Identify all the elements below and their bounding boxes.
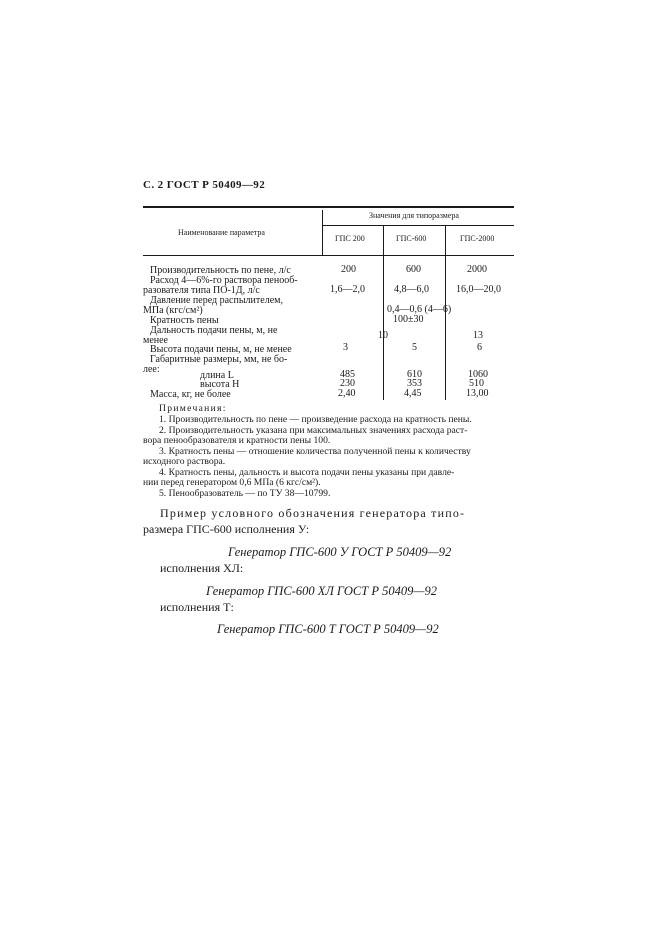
cell-shared-value: 0,4—0,6 (4—6) <box>387 304 452 315</box>
cell-gps-2000: 6 <box>477 342 482 353</box>
row-label: Производительность по пене, л/с <box>150 265 291 276</box>
designation-t: Генератор ГПС-600 Т ГОСТ Р 50409—92 <box>217 622 439 636</box>
row-label-continued: разователя типа ПО-1Д, л/с <box>143 285 260 296</box>
values-column-header: Значения для типоразмера <box>369 211 459 220</box>
cell-gps-600: 600 <box>406 264 421 275</box>
cell-gps-200: 3 <box>343 342 348 353</box>
param-column-header: Наименование параметра <box>178 228 265 237</box>
designation-u: Генератор ГПС-600 У ГОСТ Р 50409—92 <box>228 545 452 559</box>
example-intro-continued: размера ГПС-600 исполнения У: <box>143 522 310 536</box>
note-1: 1. Производительность по пене — произведение расхода на кратность пены. <box>159 414 472 425</box>
table-top-rule <box>143 206 514 208</box>
notes-title: Примечания: <box>159 403 227 414</box>
note-4-continued: нии перед генератором 0,6 МПа (6 кгс/см²). <box>143 477 321 488</box>
cell-gps-200: 1,6—2,0 <box>330 284 365 295</box>
table-header-bottom-rule <box>143 255 514 256</box>
cell-gps-200: 200 <box>341 264 356 275</box>
row-label: Масса, кг, не более <box>150 389 231 400</box>
note-2-continued: вора пенообразователя и кратности пены 100. <box>143 435 331 446</box>
cell-gps-2000: 2000 <box>467 264 487 275</box>
row-label: высота H <box>200 379 240 390</box>
row-label: длина L <box>200 370 234 381</box>
row-label: Высота подачи пены, м, не менее <box>150 344 292 355</box>
cell-gps-200: 485 <box>340 369 355 380</box>
cell-gps-200: 2,40 <box>338 388 356 399</box>
designation-hl: Генератор ГПС-600 ХЛ ГОСТ Р 50409—92 <box>206 584 437 598</box>
row-label: Дальность подачи пены, м, не <box>150 325 278 336</box>
cell-gps-600: 610 <box>407 369 422 380</box>
column-header-gps-600: ГПС-600 <box>396 234 427 243</box>
cell-gps-2000: 510 <box>469 378 484 389</box>
note-5: 5. Пенообразователь — по ТУ 38—10799. <box>159 488 331 499</box>
cell-gps-2000: 13 <box>473 330 483 341</box>
table-col-divider-1 <box>383 225 384 400</box>
cell-gps-200: 230 <box>340 378 355 389</box>
row-label-continued: менее <box>143 335 168 346</box>
cell-gps-2000: 16,0—20,0 <box>456 284 501 295</box>
table-divider-vertical <box>322 210 323 255</box>
row-label-continued: лее: <box>143 364 160 375</box>
page-header: С. 2 ГОСТ Р 50409—92 <box>143 179 266 191</box>
note-3: 3. Кратность пены — отношение количества полученной пены к количеству <box>159 446 471 457</box>
note-4: 4. Кратность пены, дальность и высота подачи пены указаны при давле- <box>159 467 455 478</box>
variant-hl-label: исполнения ХЛ: <box>160 561 244 575</box>
cell-gps-600: 5 <box>412 342 417 353</box>
column-header-gps-200: ГПС 200 <box>335 234 365 243</box>
row-label: Давление перед распылителем, <box>150 295 283 306</box>
cell-gps-2000: 1060 <box>468 369 488 380</box>
table-subheader-rule <box>322 225 514 226</box>
variant-t-label: исполнения Т: <box>160 600 234 614</box>
note-2: 2. Производительность указана при максимальных значениях расхода раст- <box>159 425 468 436</box>
row-label: Кратность пены <box>150 315 219 326</box>
cell-gps-600: 353 <box>407 378 422 389</box>
example-intro: Пример условного обозначения генератора типо- <box>160 506 466 520</box>
row-label-continued: МПа (кгс/см²) <box>143 305 203 316</box>
cell-gps-2000: 13,00 <box>466 388 489 399</box>
cell-shared-value: 100±30 <box>393 314 424 325</box>
row-label: Расход 4—6%-го раствора пенооб- <box>150 275 298 286</box>
cell-gps-600: 4,45 <box>404 388 422 399</box>
row-label: Габаритные размеры, мм, не бо- <box>150 354 288 365</box>
cell-gps-200-600: 10 <box>378 330 388 341</box>
cell-gps-600: 4,8—6,0 <box>394 284 429 295</box>
note-3-continued: исходного раствора. <box>143 456 226 467</box>
column-header-gps-2000: ГПС-2000 <box>460 234 495 243</box>
